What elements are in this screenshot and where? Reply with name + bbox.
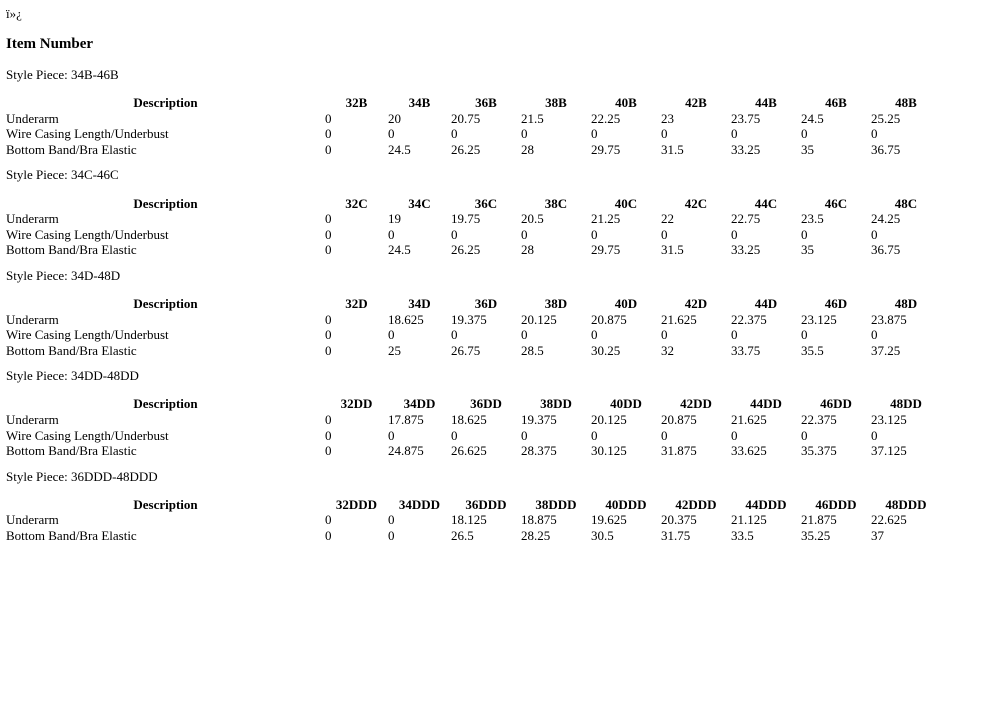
measurement-value-cell: 21.25 [591,211,621,227]
measurement-value-cell: 22.375 [801,412,837,428]
table-row [6,111,941,127]
size-column-header: 42D [684,296,708,312]
size-column-header: 40B [615,95,637,111]
size-column-header: 38DD [540,396,572,412]
page-title: Item Number [6,36,94,52]
measurement-value-cell: 19.75 [451,211,481,227]
measurement-value-cell: 24.5 [388,142,411,158]
measurement-description-cell: Wire Casing Length/Underbust [6,427,169,443]
measurement-value-cell: 0 [388,427,395,443]
measurement-value-cell: 35.5 [801,342,824,358]
table-row [6,311,941,327]
measurement-value-cell: 0 [731,327,738,343]
measurement-description-cell: Bottom Band/Bra Elastic [6,242,137,258]
measurement-value-cell: 28 [521,142,534,158]
table-row [6,327,941,343]
size-column-header: 36DD [470,396,502,412]
measurement-value-cell: 0 [591,226,598,242]
size-spec-table [6,195,941,257]
measurement-description-cell: Underarm [6,512,59,528]
table-row [6,512,941,528]
measurement-value-cell: 0 [591,126,598,142]
size-column-header: 32DD [340,396,373,412]
size-spec-table [6,396,941,458]
measurement-value-cell: 0 [871,427,878,443]
measurement-value-cell: 26.25 [451,242,481,258]
measurement-value-cell: 0 [731,427,738,443]
style-piece-label: Style Piece: 36DDD-48DDD [6,468,158,484]
measurement-description-cell: Underarm [6,311,59,327]
measurement-value-cell: 0 [661,327,668,343]
description-column-header: Description [133,195,198,211]
measurement-value-cell: 23.75 [731,110,761,126]
measurement-value-cell: 24.25 [871,211,901,227]
measurement-value-cell: 20.125 [591,412,627,428]
size-column-header: 38B [545,95,567,111]
size-column-header: 32B [345,95,368,111]
measurement-value-cell: 33.25 [731,242,761,258]
measurement-value-cell: 0 [325,443,332,459]
measurement-value-cell: 26.625 [451,443,487,459]
table-row [6,126,941,142]
measurement-value-cell: 0 [801,427,808,443]
measurement-value-cell: 21.625 [661,311,697,327]
size-column-header: 42C [684,195,708,211]
size-column-header: 46C [824,195,848,211]
size-column-header: 42B [685,95,707,111]
measurement-value-cell: 19.375 [521,412,557,428]
measurement-value-cell: 31.875 [661,443,697,459]
measurement-value-cell: 0 [521,427,528,443]
size-column-header: 44DD [750,396,782,412]
measurement-value-cell: 0 [521,327,528,343]
measurement-value-cell: 19.625 [591,512,627,528]
style-piece-label: Style Piece: 34DD-48DD [6,368,139,384]
measurement-value-cell: 22.25 [591,110,621,126]
description-column-header: Description [133,396,198,412]
measurement-description-cell: Bottom Band/Bra Elastic [6,443,137,459]
measurement-value-cell: 28 [521,242,534,258]
size-column-header: 38D [544,296,568,312]
measurement-value-cell: 24.5 [801,110,824,126]
measurement-value-cell: 22.75 [731,211,761,227]
measurement-value-cell: 0 [801,327,808,343]
size-column-header: 34DD [403,396,436,412]
measurement-value-cell: 0 [661,226,668,242]
size-column-header: 44C [754,195,778,211]
size-column-header: 44D [754,296,778,312]
measurement-value-cell: 37.25 [871,342,901,358]
measurement-value-cell: 20.5 [521,211,544,227]
measurement-value-cell: 24.875 [388,443,424,459]
measurement-value-cell: 20.125 [521,311,557,327]
measurement-value-cell: 0 [325,311,332,327]
measurement-value-cell: 0 [325,412,332,428]
size-column-header: 36D [474,296,498,312]
measurement-value-cell: 0 [325,527,332,543]
measurement-value-cell: 21.875 [801,512,837,528]
measurement-value-cell: 21.125 [731,512,767,528]
measurement-description-cell: Wire Casing Length/Underbust [6,327,169,343]
measurement-value-cell: 37.125 [871,443,907,459]
style-piece-label: Style Piece: 34B-46B [6,67,119,82]
size-column-header: 38C [544,195,568,211]
size-column-header: 34D [408,296,431,312]
measurement-value-cell: 22 [661,211,674,227]
measurement-value-cell: 23.5 [801,211,824,227]
measurement-value-cell: 18.625 [451,412,487,428]
measurement-value-cell: 26.5 [451,527,474,543]
measurement-value-cell: 20.875 [591,311,627,327]
measurement-value-cell: 0 [801,226,808,242]
measurement-value-cell: 0 [451,427,458,443]
measurement-value-cell: 25.25 [871,110,901,126]
size-column-header: 48D [894,296,918,312]
measurement-value-cell: 0 [325,126,332,142]
measurement-value-cell: 32 [661,342,674,358]
measurement-value-cell: 0 [451,226,458,242]
style-piece-label: Style Piece: 34C-46C [6,167,119,183]
measurement-value-cell: 0 [325,342,332,358]
measurement-value-cell: 22.625 [871,512,907,528]
measurement-value-cell: 0 [661,427,668,443]
table-row [6,528,941,544]
size-spec-table [6,95,941,157]
measurement-value-cell: 0 [451,126,458,142]
measurement-value-cell: 19.375 [451,311,487,327]
size-column-header: 34B [408,95,431,111]
measurement-description-cell: Bottom Band/Bra Elastic [6,142,137,158]
size-column-header: 36B [475,95,497,111]
table-row [6,343,941,359]
measurement-description-cell: Underarm [6,110,59,126]
measurement-value-cell: 18.625 [388,311,424,327]
measurement-value-cell: 23 [661,110,674,126]
measurement-value-cell: 0 [451,327,458,343]
measurement-value-cell: 0 [325,327,332,343]
measurement-value-cell: 31.75 [661,527,691,543]
measurement-value-cell: 33.25 [731,142,761,158]
size-column-header: 44DDD [745,496,787,512]
measurement-value-cell: 0 [325,142,332,158]
measurement-value-cell: 18.875 [521,512,557,528]
measurement-value-cell: 31.5 [661,142,684,158]
measurement-value-cell: 35.375 [801,443,837,459]
measurement-value-cell: 0 [591,327,598,343]
table-header-row [6,296,941,312]
measurement-value-cell: 26.75 [451,342,481,358]
table-header-row [6,95,941,111]
measurement-value-cell: 28.375 [521,443,557,459]
size-spec-table [6,296,941,358]
size-column-header: 40C [614,195,638,211]
measurement-description-cell: Wire Casing Length/Underbust [6,226,169,242]
measurement-value-cell: 28.5 [521,342,544,358]
measurement-value-cell: 0 [801,126,808,142]
size-column-header: 48B [895,95,917,111]
size-column-header: 40DD [610,396,642,412]
measurement-value-cell: 29.75 [591,242,621,258]
measurement-value-cell: 33.625 [731,443,767,459]
style-piece-label: Style Piece: 34D-48D [6,267,121,283]
size-column-header: 36C [474,195,498,211]
size-column-header: 48DD [890,396,922,412]
measurement-value-cell: 35 [801,242,814,258]
measurement-value-cell: 21.5 [521,110,544,126]
measurement-value-cell: 0 [325,211,332,227]
measurement-value-cell: 23.125 [871,412,907,428]
measurement-value-cell: 0 [661,126,668,142]
size-column-header: 48C [894,195,918,211]
measurement-value-cell: 18.125 [451,512,487,528]
table-row [6,443,941,459]
measurement-value-cell: 20.375 [661,512,697,528]
measurement-value-cell: 0 [871,327,878,343]
measurement-value-cell: 0 [325,427,332,443]
measurement-value-cell: 0 [388,126,395,142]
measurement-value-cell: 23.125 [801,311,837,327]
measurement-value-cell: 0 [731,126,738,142]
measurement-value-cell: 37 [871,527,884,543]
measurement-description-cell: Bottom Band/Bra Elastic [6,527,137,543]
measurement-value-cell: 25 [388,342,401,358]
measurement-value-cell: 36.75 [871,242,901,258]
table-row [6,227,941,243]
measurement-value-cell: 0 [521,226,528,242]
measurement-value-cell: 19 [388,211,401,227]
size-column-header: 40DDD [605,496,647,512]
size-column-header: 42DD [680,396,712,412]
size-column-header: 32C [345,195,368,211]
table-row [6,211,941,227]
measurement-value-cell: 0 [871,126,878,142]
size-column-header: 44B [755,95,777,111]
measurement-description-cell: Underarm [6,211,59,227]
size-column-header: 46B [825,95,847,111]
measurement-value-cell: 28.25 [521,527,551,543]
table-header-row [6,497,941,513]
measurement-value-cell: 23.875 [871,311,907,327]
measurement-value-cell: 36.75 [871,142,901,158]
measurement-value-cell: 20.75 [451,110,481,126]
measurement-value-cell: 33.75 [731,342,761,358]
measurement-value-cell: 24.5 [388,242,411,258]
measurement-description-cell: Wire Casing Length/Underbust [6,126,169,142]
size-column-header: 42DDD [675,496,717,512]
encoding-artifact-text: ï»¿ [6,6,22,21]
size-column-header: 46DD [820,396,852,412]
size-column-header: 48DDD [885,496,927,512]
measurement-value-cell: 0 [388,226,395,242]
size-spec-table [6,497,941,544]
size-column-header: 34C [408,195,431,211]
table-row [6,142,941,158]
measurement-value-cell: 0 [388,512,395,528]
measurement-description-cell: Bottom Band/Bra Elastic [6,342,137,358]
size-column-header: 32DDD [335,496,378,512]
measurement-value-cell: 30.25 [591,342,621,358]
measurement-value-cell: 26.25 [451,142,481,158]
measurement-description-cell: Underarm [6,412,59,428]
measurement-value-cell: 30.125 [591,443,627,459]
description-column-header: Description [133,296,198,312]
measurement-value-cell: 20.875 [661,412,697,428]
table-row [6,412,941,428]
measurement-value-cell: 0 [325,226,332,242]
measurement-value-cell: 17.875 [388,412,424,428]
measurement-value-cell: 0 [388,327,395,343]
table-row [6,242,941,258]
measurement-value-cell: 33.5 [731,527,754,543]
description-column-header: Description [133,95,198,111]
size-column-header: 36DDD [465,496,507,512]
measurement-value-cell: 0 [325,110,332,126]
table-header-row [6,396,941,412]
size-column-header: 46D [824,296,848,312]
measurement-value-cell: 0 [591,427,598,443]
size-column-header: 40D [614,296,638,312]
measurement-value-cell: 30.5 [591,527,614,543]
size-column-header: 38DDD [535,496,577,512]
measurement-value-cell: 35 [801,142,814,158]
measurement-value-cell: 29.75 [591,142,621,158]
description-column-header: Description [133,496,198,512]
measurement-value-cell: 0 [871,226,878,242]
measurement-value-cell: 22.375 [731,311,767,327]
table-row [6,427,941,443]
measurement-value-cell: 35.25 [801,527,831,543]
measurement-value-cell: 31.5 [661,242,684,258]
measurement-value-cell: 20 [388,110,401,126]
size-column-header: 46DDD [815,496,857,512]
size-column-header: 32D [345,296,368,312]
measurement-value-cell: 0 [521,126,528,142]
spec-sections [6,67,1000,543]
table-header-row [6,195,941,211]
size-column-header: 34DDD [398,496,441,512]
measurement-value-cell: 0 [388,527,395,543]
measurement-value-cell: 0 [731,226,738,242]
measurement-value-cell: 0 [325,512,332,528]
measurement-value-cell: 21.625 [731,412,767,428]
measurement-value-cell: 0 [325,242,332,258]
